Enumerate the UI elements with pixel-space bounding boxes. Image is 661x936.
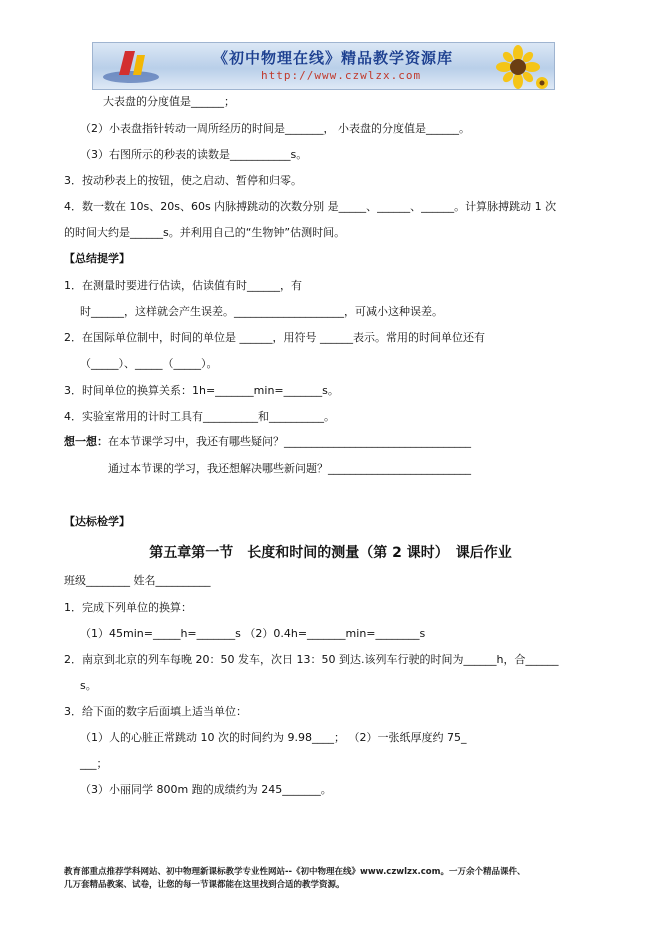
sunflower-icon: [488, 45, 548, 89]
text-line: 【达标检学】: [64, 515, 130, 528]
text-line: 班级________ 姓名__________: [64, 574, 211, 587]
text-line: ___；: [80, 757, 108, 770]
text-line: 1．完成下列单位的换算：: [64, 601, 192, 614]
text-line: （2）小表盘指针转动一周所经历的时间是_______， 小表盘的分度值是______。: [80, 122, 470, 135]
text-line: 的时间大约是______s。并利用自己的“生物钟”估测时间。: [64, 226, 346, 239]
text-line: s。: [80, 679, 97, 692]
text-line: 2．在国际单位制中，时间的单位是 ______，用符号 ______表示。常用的时间单位还有: [64, 331, 485, 344]
footer-line: 几万套精品教案、试卷，让您的每一节课都能在这里找到合适的教学资源。: [64, 880, 345, 890]
text-line: 时______，这样就会产生误差。____________________，可减小这种误差。: [80, 305, 443, 318]
text-line: 3．给下面的数字后面填上适当单位：: [64, 705, 247, 718]
banner-title: 《初中物理在线》精品教学资源库: [213, 49, 454, 67]
text-line: 3．按动秒表上的按钮，使之启动、暂停和归零。: [64, 174, 302, 187]
text-line: 2．南京到北京的列车每晚 20：50 发车，次日 13：50 到达.该列车行驶的时间为______h，合______: [64, 653, 559, 666]
page-title: 第五章第一节 长度和时间的测量（第 2 课时） 课后作业: [149, 545, 512, 561]
text-line: 通过本节课的学习，我还想解决哪些新问题？__________________________: [108, 462, 471, 475]
text-line: 大表盘的分度值是______；: [103, 95, 235, 108]
banner-url[interactable]: http://www.czwlzx.com: [261, 69, 422, 82]
text-line: 1．在测量时要进行估读，估读值有时______，有: [64, 279, 302, 292]
text-line: 3．时间单位的换算关系：1h=_______min=_______s。: [64, 384, 339, 397]
text-line: （1）45min=_____h=_______s （2）0.4h=_______min=________s: [80, 627, 426, 640]
text-line: 想一想：在本节课学习中，我还有哪些疑问？__________________________________: [64, 435, 471, 448]
header-banner: [92, 42, 555, 90]
footer-line: 教育部重点推荐学科网站、初中物理新课标教学专业性网站--《初中物理在线》www.czwlzx.com。一万余个精品课件、: [64, 867, 526, 877]
text-line: 【总结提学】: [64, 252, 130, 265]
text-line: （3）小丽同学 800m 跑的成绩约为 245_______。: [80, 783, 332, 796]
text-line: （3）右图所示的秒表的读数是___________s。: [80, 148, 308, 161]
site-logo-icon: [101, 47, 161, 85]
text-line: 4．数一数在 10s、20s、60s 内脉搏跳动的次数分别 是_____、______、______。计算脉搏跳动 1 次: [64, 200, 557, 213]
text-line: 4．实验室常用的计时工具有__________和__________。: [64, 410, 335, 423]
text-line: （_____）、_____（_____）。: [80, 357, 218, 370]
text-line: （1）人的心脏正常跳动 10 次的时间约为 9.98____； （2）一张纸厚度约 75_: [80, 731, 467, 744]
